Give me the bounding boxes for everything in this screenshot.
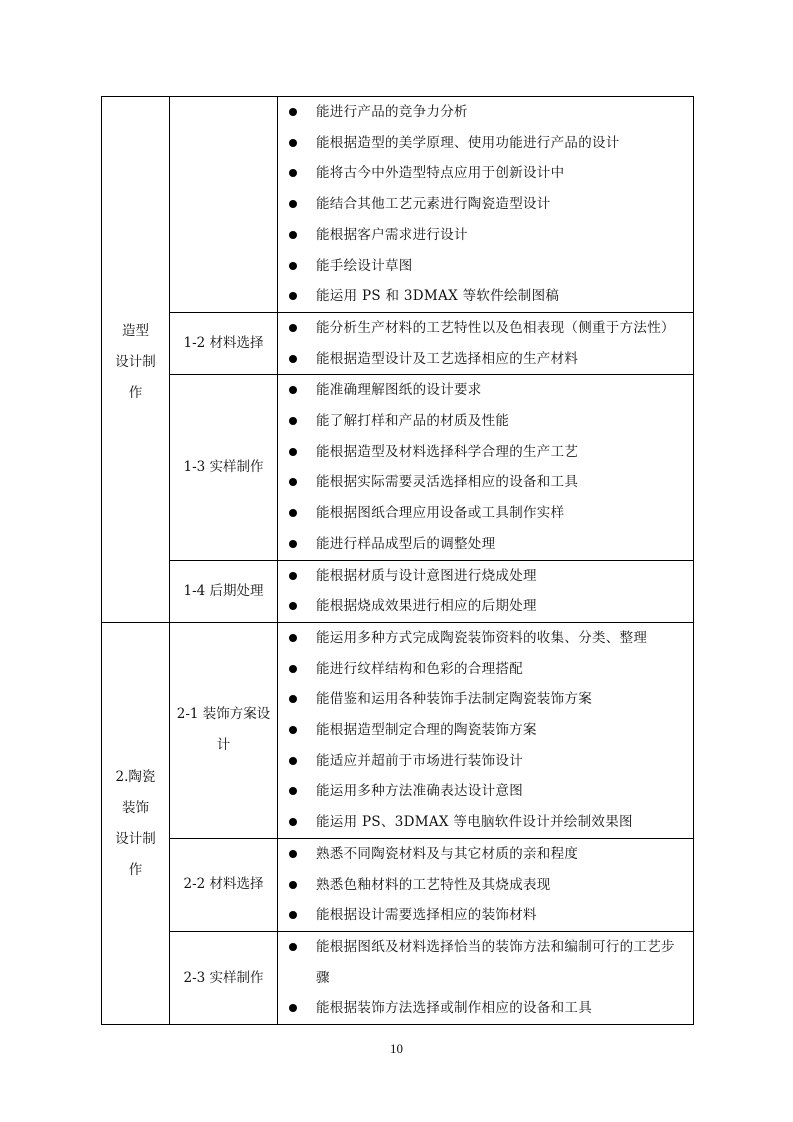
sub-skill-cell: [170, 560, 278, 622]
bullet-icon: [289, 262, 297, 270]
requirement-text: 能将古今中外造型特点应用于创新设计中: [316, 165, 565, 182]
list-item: [278, 313, 693, 344]
bullet-icon: [289, 695, 297, 703]
requirement-text: 能根据烧成效果进行相应的后期处理: [316, 598, 537, 615]
list-item: [278, 220, 693, 251]
list-item: [278, 654, 693, 685]
bullet-icon: [289, 1004, 297, 1012]
requirements-cell: [278, 931, 694, 1024]
requirements-cell: [278, 375, 694, 560]
bullet-icon: [289, 634, 297, 642]
list-item: [278, 807, 693, 838]
requirement-list: [278, 561, 693, 622]
list-item: [278, 128, 693, 159]
list-item: [278, 746, 693, 777]
bullet-icon: [289, 355, 297, 363]
competency-table: [101, 96, 694, 1025]
sub-skill-label: 1-4 后期处理: [183, 582, 264, 599]
sub-skill-label: 2-3 实样制作: [183, 969, 264, 986]
requirement-text: 能运用 PS、3DMAX 等电脑软件设计并绘制效果图: [316, 814, 633, 831]
list-item: [278, 189, 693, 220]
bullet-icon: [289, 572, 297, 580]
requirement-text: 熟悉不同陶瓷材料及与其它材质的亲和程度: [316, 845, 579, 862]
requirement-text: 能根据造型及材料选择科学合理的生产工艺: [316, 443, 579, 460]
list-item: [278, 158, 693, 189]
requirement-text: 能根据造型设计及工艺选择相应的生产材料: [316, 350, 579, 367]
list-item: [278, 715, 693, 746]
bullet-icon: [289, 540, 297, 548]
requirement-text: 能准确理解图纸的设计要求: [316, 382, 482, 399]
sub-skill-label: 2-1 装饰方案设 计: [176, 706, 271, 754]
list-item: [278, 406, 693, 437]
list-item: [278, 375, 693, 406]
bullet-icon: [289, 602, 297, 610]
table-row: [102, 560, 694, 622]
bullet-icon: [289, 818, 297, 826]
requirement-text: 熟悉色釉材料的工艺特性及其烧成表现: [316, 876, 551, 893]
list-item: [278, 623, 693, 654]
category-cell: [102, 622, 170, 1024]
bullet-icon: [289, 108, 297, 116]
sub-skill-cell: [170, 931, 278, 1024]
list-item: [278, 684, 693, 715]
requirement-text: 能根据图纸合理应用设备或工具制作实样: [316, 505, 565, 522]
table-row: [102, 931, 694, 1024]
requirement-text: 能进行样品成型后的调整处理: [316, 535, 496, 552]
sub-skill-cell: [170, 838, 278, 931]
bullet-icon: [289, 139, 297, 147]
requirement-list: [278, 839, 693, 931]
sub-skill-cell: [170, 375, 278, 560]
table-row: [102, 312, 694, 374]
bullet-icon: [289, 324, 297, 332]
bullet-icon: [289, 200, 297, 208]
requirements-cell: [278, 622, 694, 838]
requirement-text: 能分析生产材料的工艺特性以及色相表现（侧重于方法性）: [316, 319, 675, 336]
bullet-icon: [289, 231, 297, 239]
requirement-list: [278, 97, 693, 312]
requirement-text: 能根据客户需求进行设计: [316, 226, 468, 243]
requirement-text: 能进行产品的竞争力分析: [316, 104, 468, 120]
requirement-text: 能根据造型的美学原理、使用功能进行产品的设计: [316, 134, 620, 151]
bullet-icon: [289, 448, 297, 456]
table-row: [102, 375, 694, 560]
bullet-icon: [289, 726, 297, 734]
requirement-text: 能结合其他工艺元素进行陶瓷造型设计: [316, 196, 551, 213]
list-item: [278, 900, 693, 931]
requirement-text: 能借鉴和运用各种装饰手法制定陶瓷装饰方案: [316, 691, 592, 708]
list-item: [278, 870, 693, 901]
sub-skill-cell: [170, 312, 278, 374]
requirement-text: 能根据图纸及材料选择恰当的装饰方法和编制可行的工艺步骤: [316, 938, 675, 986]
category-label: 2.陶瓷 装饰 设计制 作: [115, 768, 156, 878]
requirement-list: [278, 375, 693, 559]
sub-skill-label: 2-2 材料选择: [183, 876, 264, 893]
bullet-icon: [289, 417, 297, 425]
list-item: [278, 529, 693, 560]
list-item: [278, 839, 693, 870]
table-row: [102, 97, 694, 313]
requirement-text: 能手绘设计草图: [316, 257, 413, 274]
requirement-text: 能进行纹样结构和色彩的合理搭配: [316, 660, 523, 677]
list-item: [278, 993, 693, 1024]
requirement-text: 能运用多种方法准确表达设计意图: [316, 783, 523, 800]
list-item: [278, 437, 693, 468]
list-item: [278, 281, 693, 312]
list-item: [278, 776, 693, 807]
requirements-cell: [278, 838, 694, 931]
sub-skill-cell: [170, 622, 278, 838]
bullet-icon: [289, 665, 297, 673]
bullet-icon: [289, 757, 297, 765]
bullet-icon: [289, 386, 297, 394]
list-item: [278, 344, 693, 375]
list-item: [278, 467, 693, 498]
sub-skill-cell: [170, 97, 278, 313]
bullet-icon: [289, 509, 297, 517]
list-item: [278, 251, 693, 282]
category-label: 造型 设计制 作: [115, 322, 156, 401]
bullet-icon: [289, 911, 297, 919]
requirements-cell: [278, 560, 694, 622]
requirement-list: [278, 313, 693, 374]
table-row: [102, 622, 694, 838]
requirement-text: 能根据设计需要选择相应的装饰材料: [316, 907, 537, 924]
requirement-text: 能根据材质与设计意图进行烧成处理: [316, 567, 537, 584]
bullet-icon: [289, 478, 297, 486]
sub-skill-label: 1-2 材料选择: [183, 335, 264, 352]
competency-table-body: [102, 97, 694, 1025]
requirement-text: 能了解打样和产品的材质及性能: [316, 413, 510, 430]
list-item: [278, 498, 693, 529]
requirements-cell: [278, 312, 694, 374]
list-item: [278, 561, 693, 592]
requirement-text: 能根据装饰方法选择或制作相应的设备和工具: [316, 1000, 592, 1017]
requirement-list: [278, 623, 693, 838]
bullet-icon: [289, 943, 297, 951]
sub-skill-label: 1-3 实样制作: [183, 458, 264, 475]
bullet-icon: [289, 881, 297, 889]
requirement-text: 能根据造型制定合理的陶瓷装饰方案: [316, 722, 537, 739]
bullet-icon: [289, 787, 297, 795]
table-row: [102, 838, 694, 931]
bullet-icon: [289, 292, 297, 300]
category-cell: [102, 97, 170, 623]
page-number: 10: [390, 1041, 403, 1056]
requirements-cell: [278, 97, 694, 313]
requirement-text: 能根据实际需要灵活选择相应的设备和工具: [316, 474, 579, 491]
requirement-text: 能适应并超前于市场进行装饰设计: [316, 752, 523, 769]
requirement-list: [278, 932, 693, 1024]
list-item: [278, 591, 693, 622]
requirement-text: 能运用多种方式完成陶瓷装饰资料的收集、分类、整理: [316, 629, 648, 646]
requirement-text: 能运用 PS 和 3DMAX 等软件绘制图稿: [316, 288, 560, 305]
list-item: [278, 97, 693, 128]
bullet-icon: [289, 169, 297, 177]
list-item: [278, 932, 693, 993]
bullet-icon: [289, 850, 297, 858]
